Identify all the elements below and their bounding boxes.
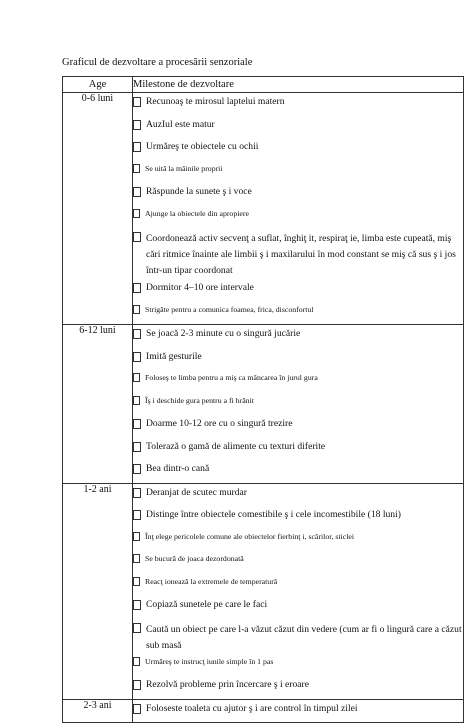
- checkbox-icon[interactable]: [133, 442, 141, 452]
- milestone-text: Îş i deschide gura pentru a fi hrănit: [145, 395, 254, 405]
- milestone-item: [133, 116, 463, 139]
- checkbox-icon[interactable]: [133, 396, 140, 405]
- checkbox-icon[interactable]: [133, 97, 141, 107]
- table-row: [63, 93, 464, 325]
- checkbox-icon[interactable]: [133, 577, 140, 586]
- milestone-item: [133, 438, 463, 461]
- milestone-text: Foloseste toaleta cu ajutor ş i are control în timpul zilei: [146, 702, 358, 714]
- milestone-cell: [133, 93, 464, 325]
- checkbox-icon[interactable]: [133, 305, 140, 314]
- checkbox-icon[interactable]: [133, 704, 141, 714]
- document-title: Graficul de dezvoltare a procesării senzoriale: [62, 57, 253, 68]
- milestone-text: Se bucură de joaca dezordonată: [145, 554, 244, 563]
- milestone-text: Coordonează activ secvenţ a suflat, înghiţ it, respiraţ ie, limba este cupeată, miş cări ritmice înainte ale limbii ş i maxilarului în mod constant se miş că sus ş i jos într-un tipar coordonat: [146, 233, 456, 276]
- age-column-header: Age: [63, 77, 133, 93]
- milestone-cell: [133, 483, 464, 699]
- milestone-item: [133, 574, 463, 597]
- checkbox-icon[interactable]: [133, 657, 140, 666]
- milestone-item: [133, 529, 463, 552]
- milestone-text: Tolerază o gamă de alimente cu texturi diferite: [146, 440, 326, 452]
- milestone-text: Distinge între obiectele comestibile ş i cele incomestibile (18 luni): [146, 509, 401, 520]
- milestone-text: Deranjat de scutec murdar: [146, 486, 247, 498]
- milestone-item: [133, 93, 463, 116]
- checkbox-icon[interactable]: [133, 209, 140, 218]
- checkbox-icon[interactable]: [133, 164, 140, 173]
- milestones-table: [62, 76, 464, 723]
- milestone-column-header: Milestone de dezvoltare: [133, 77, 464, 93]
- milestone-item: [133, 619, 463, 654]
- milestone-item: [133, 348, 463, 371]
- checkbox-icon[interactable]: [133, 623, 141, 633]
- checkbox-icon[interactable]: [133, 329, 141, 339]
- milestone-item: [133, 393, 463, 416]
- milestone-text: Ajunge la obiectele din apropiere: [145, 208, 249, 218]
- milestone-cell: [133, 699, 464, 723]
- milestone-text: Bea dintr-o cană: [146, 463, 210, 474]
- milestone-item: [133, 676, 463, 699]
- milestone-text: Rezolvă probleme prin încercare ş i eroare: [146, 679, 310, 690]
- milestone-item: [133, 415, 463, 438]
- milestone-text: Dormitor 4–10 ore intervale: [146, 282, 254, 293]
- milestone-text: Se joacă 2-3 minute cu o singură jucărie: [146, 328, 301, 339]
- milestone-item: [133, 654, 463, 677]
- milestone-item: [133, 484, 463, 507]
- checkbox-icon[interactable]: [133, 464, 141, 474]
- checkbox-icon[interactable]: [133, 352, 141, 362]
- milestone-item: [133, 183, 463, 206]
- milestone-item: [133, 460, 463, 483]
- checkbox-icon[interactable]: [133, 680, 141, 690]
- milestone-text: Reacţ ionează la extremele de temperatură: [145, 576, 278, 586]
- table-row: [63, 483, 464, 699]
- age-cell: 0-6 luni: [63, 93, 133, 325]
- table-header-row: [63, 77, 464, 93]
- milestone-item: [133, 302, 463, 325]
- age-cell: 2-3 ani: [63, 699, 133, 723]
- milestone-item: [133, 279, 463, 302]
- milestone-text: Răspunde la sunete ş i voce: [146, 186, 252, 197]
- table-row: [63, 699, 464, 723]
- milestone-text: Înţ elege pericolele comune ale obiectelor fierbinţ i, scărilor, sticlei: [145, 531, 355, 541]
- age-cell: 1-2 ani: [63, 483, 133, 699]
- milestone-text: Strigăte pentru a comunica foamea, frica, disconfortul: [145, 304, 314, 314]
- checkbox-icon[interactable]: [133, 510, 141, 520]
- milestone-item: [133, 506, 463, 529]
- milestone-text: Caută un obiect pe care l-a văzut căzut din vedere (cum ar fi o lingură care a căzut sub masă: [146, 623, 462, 651]
- milestone-text: Copiază sunetele pe care le faci: [146, 599, 268, 610]
- age-cell: 6-12 luni: [63, 325, 133, 484]
- milestone-item: [133, 551, 463, 574]
- checkbox-icon[interactable]: [133, 232, 141, 242]
- milestone-text: Se uită la mâinile proprii: [145, 163, 223, 173]
- milestone-text: Urmăreş te instrucţ iunile simple în 1 pas: [145, 656, 274, 666]
- checkbox-icon[interactable]: [133, 120, 141, 130]
- milestone-text: Imită gesturile: [146, 350, 202, 362]
- checkbox-icon[interactable]: [133, 142, 141, 152]
- milestone-text: Foloseş te limba pentru a miş ca mâncarea în jurul gura: [145, 373, 318, 382]
- milestone-cell: [133, 325, 464, 484]
- milestone-text: Recunoaş te mirosul laptelui matern: [146, 96, 285, 107]
- milestone-item: [133, 206, 463, 229]
- milestone-item: [133, 228, 463, 279]
- table-row: [63, 325, 464, 484]
- checkbox-icon[interactable]: [133, 532, 140, 541]
- checkbox-icon[interactable]: [133, 373, 140, 382]
- milestone-item: [133, 370, 463, 393]
- checkbox-icon[interactable]: [133, 419, 141, 429]
- checkbox-icon[interactable]: [133, 554, 140, 563]
- milestone-text: AuzIul este matur: [146, 118, 215, 130]
- milestone-item: [133, 596, 463, 619]
- milestone-item: [133, 161, 463, 184]
- milestone-text: Urmăreş te obiectele cu ochii: [146, 141, 259, 152]
- checkbox-icon[interactable]: [133, 488, 141, 498]
- checkbox-icon[interactable]: [133, 187, 141, 197]
- checkbox-icon[interactable]: [133, 600, 141, 610]
- milestone-item: [133, 325, 463, 348]
- milestone-item: [133, 138, 463, 161]
- checkbox-icon[interactable]: [133, 283, 141, 293]
- milestone-text: Doarme 10-12 ore cu o singură trezire: [146, 418, 293, 429]
- milestone-item: [133, 700, 463, 723]
